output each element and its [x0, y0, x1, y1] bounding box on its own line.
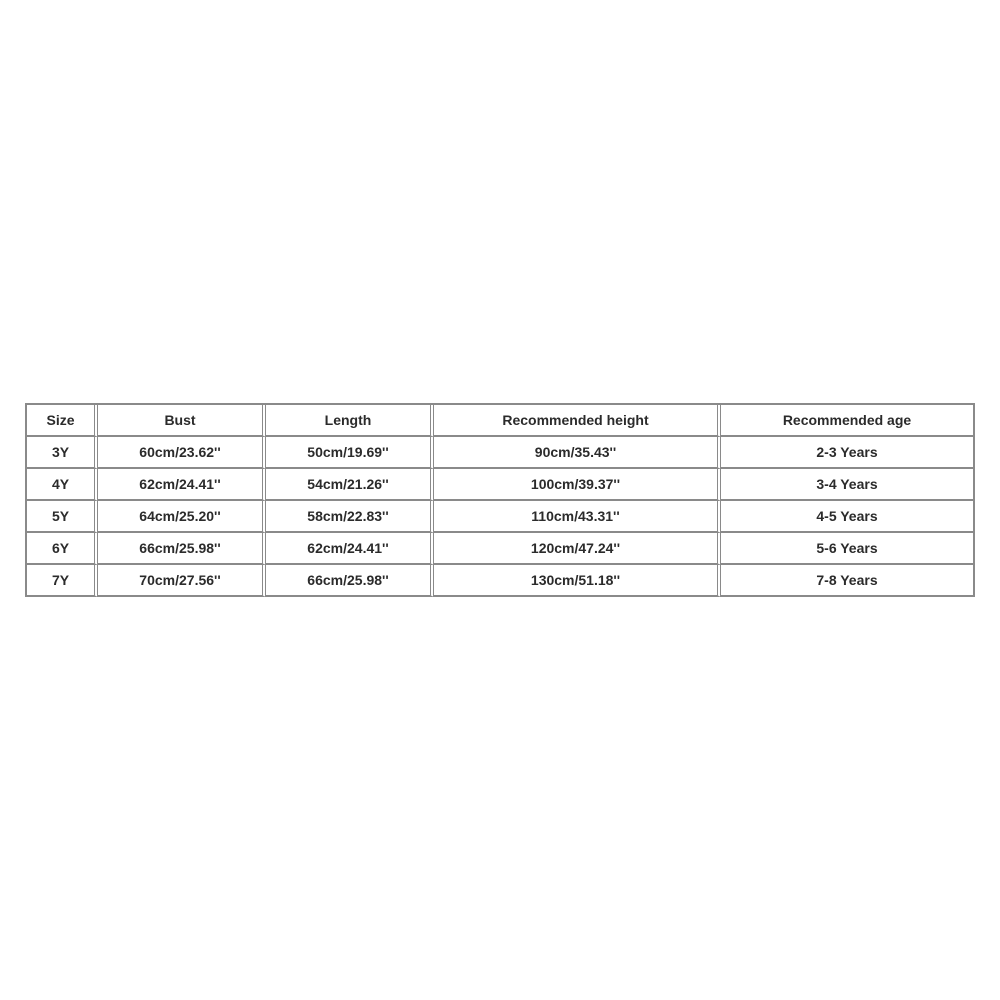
cell-bust: 70cm/27.56'': [98, 565, 266, 597]
cell-recommended-age: 4-5 Years: [721, 501, 975, 533]
table-row: [27, 501, 975, 533]
cell-length: 62cm/24.41'': [266, 533, 434, 565]
cell-recommended-height: 120cm/47.24'': [434, 533, 721, 565]
cell-size: 4Y: [27, 469, 98, 501]
table-header-row: [27, 405, 975, 437]
cell-bust: 64cm/25.20'': [98, 501, 266, 533]
table-row: [27, 533, 975, 565]
cell-length: 50cm/19.69'': [266, 437, 434, 469]
cell-length: 58cm/22.83'': [266, 501, 434, 533]
header-size: Size: [27, 405, 98, 437]
cell-recommended-height: 110cm/43.31'': [434, 501, 721, 533]
cell-recommended-age: 2-3 Years: [721, 437, 975, 469]
cell-length: 66cm/25.98'': [266, 565, 434, 597]
cell-recommended-height: 130cm/51.18'': [434, 565, 721, 597]
cell-recommended-age: 5-6 Years: [721, 533, 975, 565]
table-row: [27, 565, 975, 597]
table-row: [27, 437, 975, 469]
cell-recommended-height: 90cm/35.43'': [434, 437, 721, 469]
cell-bust: 66cm/25.98'': [98, 533, 266, 565]
cell-recommended-age: 3-4 Years: [721, 469, 975, 501]
header-recommended-age: Recommended age: [721, 405, 975, 437]
header-bust: Bust: [98, 405, 266, 437]
size-chart-table: [25, 403, 975, 597]
cell-length: 54cm/21.26'': [266, 469, 434, 501]
cell-size: 5Y: [27, 501, 98, 533]
cell-recommended-age: 7-8 Years: [721, 565, 975, 597]
cell-size: 7Y: [27, 565, 98, 597]
header-length: Length: [266, 405, 434, 437]
cell-recommended-height: 100cm/39.37'': [434, 469, 721, 501]
cell-size: 6Y: [27, 533, 98, 565]
header-recommended-height: Recommended height: [434, 405, 721, 437]
cell-size: 3Y: [27, 437, 98, 469]
cell-bust: 62cm/24.41'': [98, 469, 266, 501]
table-row: [27, 469, 975, 501]
cell-bust: 60cm/23.62'': [98, 437, 266, 469]
